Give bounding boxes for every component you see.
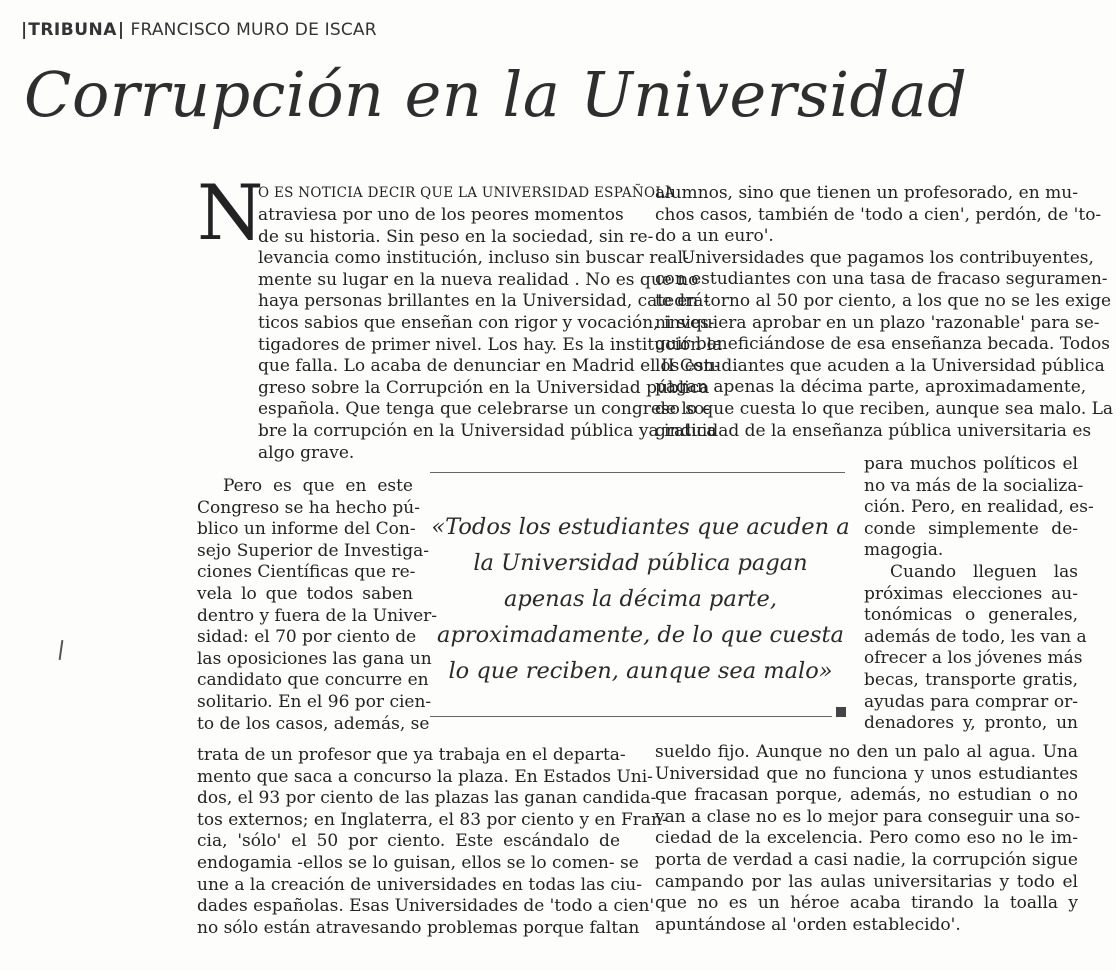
article-title: Corrupción en la Universidad — [24, 58, 968, 131]
text-line: no sólo están atravesando problemas porque faltan — [197, 917, 640, 938]
text-line: haya personas brillantes en la Universidad, catedrá- — [258, 291, 710, 312]
text-line: no va más de la socializa- — [864, 475, 1084, 496]
article-header — [20, 20, 377, 40]
text-line: conde simplemente de- — [864, 518, 1078, 539]
text-line: chos casos, también de 'todo a cien', perdón, de 'to- — [655, 204, 1102, 225]
text-line: ni siquiera aprobar en un plazo 'razonable' para se- — [655, 312, 1100, 333]
text-line: trata de un profesor que ya trabaja en el departa- — [197, 745, 626, 765]
text-line: to de los casos, además, se — [197, 713, 430, 734]
text-line: guir beneficiándose de esa enseñanza becada. Todos — [655, 334, 1110, 355]
pull-quote-top-rule — [430, 472, 845, 473]
text-line: dades españolas. Esas Universidades de 'todo a cien' — [197, 896, 655, 917]
scan-mark — [59, 640, 64, 660]
text-line: apuntándose al 'orden establecido'. — [655, 914, 961, 935]
text-line: tigadores de primer nivel. Los hay. Es la institución la — [258, 334, 723, 355]
text-line: cia, 'sólo' el 50 por ciento. Este escándalo de — [197, 831, 620, 852]
text-line: ciedad de la excelencia. Pero como eso no le im- — [655, 828, 1078, 849]
column-2-top — [655, 183, 1114, 442]
text-line: denadores y, pronto, un — [864, 713, 1078, 734]
text-line: dentro y fuera de la Univer- — [197, 605, 438, 626]
text-line: alumnos, sino que tienen un profesorado, en mu- — [655, 183, 1078, 203]
text-line: dos, el 93 por ciento de las plazas las ganan candida- — [197, 788, 657, 809]
text-line: mente su lugar en la nueva realidad . No es que no — [258, 269, 699, 290]
text-line: para muchos políticos el — [864, 454, 1078, 474]
text-line: Cuando lleguen las — [890, 561, 1078, 582]
text-line: ayudas para comprar or- — [864, 691, 1078, 712]
text-line: sejo Superior de Investiga- — [197, 540, 429, 561]
text-line: que fracasan porque, además, no estudian o no — [655, 785, 1078, 806]
column-2-narrow — [864, 454, 1094, 735]
text-line: Universidades que pagamos los contribuyentes, — [681, 247, 1094, 268]
section-label: TRIBUNA — [28, 20, 117, 40]
text-line: los estudiantes que acuden a la Universidad pública — [655, 355, 1105, 376]
lead-smallcaps: O ES NOTICIA DECIR QUE LA UNIVERSIDAD ESPAÑOLA — [258, 185, 675, 201]
author-byline: FRANCISCO MURO DE ISCAR — [130, 20, 377, 40]
text-line: que no es un héroe acaba tirando la toalla y — [655, 893, 1078, 914]
text-line: Congreso se ha hecho pú- — [197, 497, 420, 518]
text-line: magogia. — [864, 540, 944, 561]
text-line: blico un informe del Con- — [197, 519, 416, 540]
pull-quote-line: la Universidad pública pagan — [473, 550, 808, 576]
text-line: te en torno al 50 por ciento, a los que no se les exige — [655, 290, 1112, 311]
text-line: algo grave. — [258, 442, 355, 463]
text-line: de lo que cuesta lo que reciben, aunque sea malo. La — [655, 398, 1114, 419]
text-line: próximas elecciones au- — [864, 583, 1078, 604]
text-line: que falla. Lo acaba de denunciar en Madrid el II Con- — [258, 356, 720, 377]
text-line: tos externos; en Inglaterra, el 83 por ciento y en Fran- — [197, 809, 668, 830]
column-1-narrow — [197, 476, 438, 735]
text-line: sueldo fijo. Aunque no den un palo al agua. Una — [655, 742, 1078, 762]
pull-quote-bottom-rule — [430, 716, 832, 717]
text-line: Universidad que no funciona y unos estudiantes — [655, 763, 1078, 784]
column-1-lead — [258, 183, 675, 205]
text-line: pagan apenas la décima parte, aproximadamente, — [655, 377, 1087, 398]
text-line: española. Que tenga que celebrarse un congreso so- — [258, 399, 710, 420]
text-line: de su historia. Sin peso en la sociedad, sin re- — [258, 226, 654, 247]
pull-quote-line: aproximadamente, de lo que cuesta — [437, 622, 844, 648]
text-line: van a clase no es lo mejor para conseguir una so- — [655, 806, 1081, 827]
text-line: vela lo que todos saben — [197, 583, 413, 604]
text-line: do a un euro'. — [655, 226, 774, 247]
text-line: une a la creación de universidades en todas las ciu- — [197, 874, 642, 895]
text-line: Pero es que en este — [223, 476, 413, 496]
text-line: porta de verdad a casi nadie, la corrupción sigue — [655, 849, 1078, 870]
text-line: ción. Pero, en realidad, es- — [864, 497, 1094, 518]
column-1-bottom — [197, 745, 668, 939]
pull-quote-line: «Todos los estudiantes que acuden a — [431, 514, 850, 540]
text-line: levancia como institución, incluso sin buscar real- — [258, 248, 689, 269]
pull-quote — [428, 509, 853, 689]
text-line: con estudiantes con una tasa de fracaso seguramen- — [655, 269, 1108, 290]
text-line: bre la corrupción en la Universidad pública ya indica — [258, 420, 717, 441]
pull-quote-line: lo que reciben, aunque sea malo» — [448, 658, 833, 684]
text-line: gratuidad de la enseñanza pública universitaria es — [655, 420, 1092, 441]
text-line: atraviesa por uno de los peores momentos — [258, 205, 624, 225]
header-divider: | — [21, 20, 28, 40]
text-line: sidad: el 70 por ciento de — [197, 627, 417, 648]
text-line: greso sobre la Corrupción en la Universidad pública — [258, 377, 710, 398]
text-line: becas, transporte gratis, — [864, 669, 1078, 690]
text-line: mento que saca a concurso la plaza. En Estados Uni- — [197, 766, 653, 787]
text-line: las oposiciones las gana un — [197, 648, 432, 669]
text-line: ticos sabios que enseñan con rigor y vocación, inves- — [258, 312, 715, 333]
text-line: campando por las aulas universitarias y todo el — [655, 871, 1078, 892]
pull-quote-end-mark — [836, 707, 846, 717]
text-line: tonómicas o generales, — [864, 605, 1078, 626]
pull-quote-line: apenas la décima parte, — [504, 586, 777, 612]
text-line: endogamia -ellos se lo guisan, ellos se lo comen- se — [197, 852, 639, 873]
text-line: solitario. En el 96 por cien- — [197, 691, 432, 712]
text-line: candidato que concurre en — [197, 670, 429, 691]
header-divider: | — [117, 20, 125, 40]
text-line: ciones Científicas que re- — [197, 562, 416, 583]
column-2-bottom — [655, 742, 1081, 936]
drop-cap: N — [197, 168, 264, 257]
text-line: ofrecer a los jóvenes más — [864, 648, 1083, 669]
text-line: además de todo, les van a — [864, 626, 1087, 647]
